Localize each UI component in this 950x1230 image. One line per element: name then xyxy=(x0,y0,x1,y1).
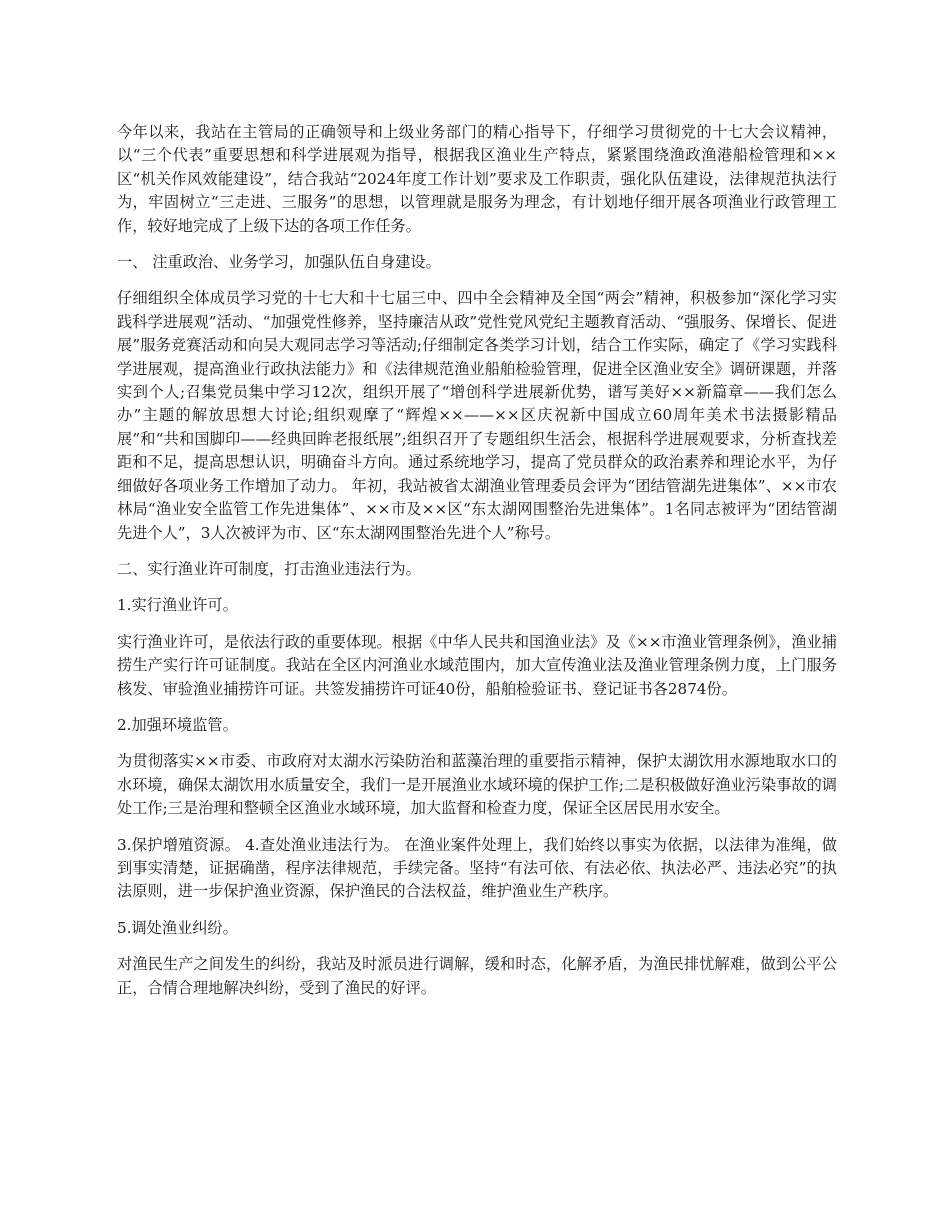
item-2-heading: 2.加强环境监管。 xyxy=(117,715,238,734)
item-2-body: 为贯彻落实××市委、市政府对太湖水污染防治和蓝藻治理的重要指示精神，保护太湖饮用水源地取水口的水环境，确保太湖饮用水质量安全，我们一是开展渔业水域环境的保护工作;二是积极做好渔业污染事故的调处工作;三是治理和整顿全区渔业水域环境，加大监督和检查力度，保证全区居民用水安全。 xyxy=(117,752,837,818)
item-1-heading: 1.实行渔业许可。 xyxy=(117,596,238,615)
item-3-4-body: 3.保护增殖资源。 4.查处渔业违法行为。 在渔业案件处理上，我们始终以事实为依据，以法律为准绳，做到事实清楚，证据确凿，程序法律规范，手续完备。坚持“有法可依、有法必依、执法必严、违法必究”的执法原则，进一步保护渔业资源，保护渔民的合法权益，维护渔业生产秩序。 xyxy=(117,835,837,901)
item-5-body: 对渔民生产之间发生的纠纷，我站及时派员进行调解，缓和时态，化解矛盾，为渔民排忧解难，做到公平公正，合情合理地解决纠纷，受到了渔民的好评。 xyxy=(117,955,837,997)
item-1-body: 实行渔业许可，是依法行政的重要体现。根据《中华人民共和国渔业法》及《××市渔业管理条例》，渔业捕捞生产实行许可证制度。我站在全区内河渔业水域范围内，加大宣传渔业法及渔业管理条例力度，上门服务核发、审验渔业捕捞许可证。共签发捕捞许可证40份，船舶检验证书、登记证书各2874份。 xyxy=(117,632,837,698)
section-2-heading: 二、实行渔业许可制度，打击渔业违法行为。 xyxy=(117,559,421,578)
section-1-heading: 一、 注重政治、业务学习，加强队伍自身建设。 xyxy=(117,253,441,272)
item-5-heading: 5.调处渔业纠纷。 xyxy=(117,918,238,937)
document-page xyxy=(117,121,837,1013)
section-1-body: 仔细组织全体成员学习党的十七大和十七届三中、四中全会精神及全国“两会”精神，积极参加“深化学习实践科学进展观”活动、“加强党性修养，坚持廉洁从政”党性党风党纪主题教育活动、“强服务、保增长、促进展”服务竞赛活动和向吴大观同志学习等活动;仔细制定各类学习计划，结合工作实际，确定了《学习实践科学进展观，提高渔业行政执法能力》和《法律规范渔业船舶检验管理，促进全区渔业安全》调研课题，并落实到个人;召集党员集中学习12次，组织开展了“增创科学进展新优势，谱写美好××新篇章——我们怎么办”主题的解放思想大讨论;组织观摩了“辉煌××——××区庆祝新中国成立60周年美术书法摄影精品展”和“共和国脚印——经典回眸老报纸展”;组织召开了专题组织生活会，根据科学进展观要求，分析查找差距和不足，提高思想认识，明确奋斗方向。通过系统地学习，提高了党员群众的政治素养和理论水平，为仔细做好各项业务工作增加了动力。 年初，我站被省太湖渔业管理委员会评为“团结管湖先进集体”、××市农林局“渔业安全监管工作先进集体”、××市及××区“东太湖网围整治先进集体”。1名同志被评为“团结管湖先进个人”，3人次被评为市、区“东太湖网围整治先进个人”称号。 xyxy=(117,289,837,542)
intro-paragraph: 今年以来，我站在主管局的正确领导和上级业务部门的精心指导下，仔细学习贯彻党的十七大会议精神，以“三个代表”重要思想和科学进展观为指导，根据我区渔业生产特点，紧紧围绕渔政渔港船检管理和××区“机关作风效能建设”，结合我站“2024年度工作计划”要求及工作职责，强化队伍建设，法律规范执法行为，牢固树立“三走进、三服务”的思想，以管理就是服务为理念，有计划地仔细开展各项渔业行政管理工作，较好地完成了上级下达的各项工作任务。 xyxy=(117,123,837,235)
